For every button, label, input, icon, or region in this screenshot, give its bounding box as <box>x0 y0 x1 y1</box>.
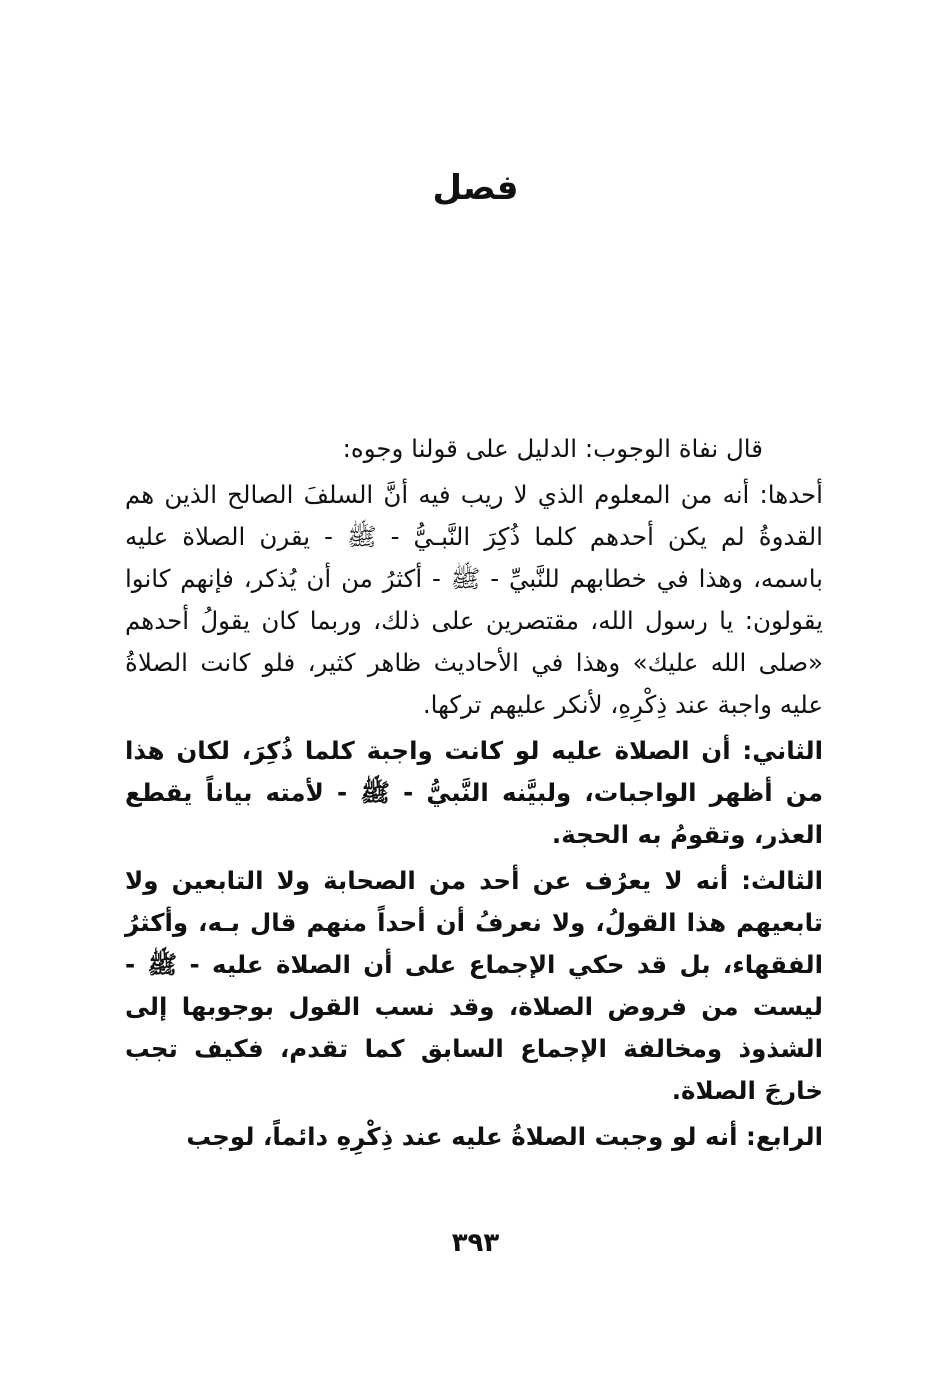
body-text <box>125 428 823 1162</box>
paragraph-first-reason: أحدها: أنه من المعلوم الذي لا ريب فيه أنَّ السلفَ الصالح الذين هم القدوةُ لم يكن أحدهم كلما ذُكِرَ النَّبـيُّ - ﷺ - يقرن الصلاة عليه باسمه، وهذا في خطابهم للنَّبيِّ - ﷺ - أكثرُ من أن يُذكر، فإنهم كانوا يقولون: يا رسول الله، مقتصرين على ذلك، وربما كان يقولُ أحدهم «صلى الله عليك» وهذا في الأحاديث ظاهر كثير، فلو كانت الصلاةُ عليه واجبة عند ذِكْرِهِ، لأنكر عليهم تركها. <box>125 480 823 719</box>
paragraph-second-reason: الثاني: أن الصلاة عليه لو كانت واجبة كلما ذُكِرَ، لكان هذا من أظهر الواجبات، ولبيَّنه النَّبيُّ - ﷺ - لأمته بياناً يقطع العذر، وتقومُ به الحجة. <box>125 736 823 849</box>
chapter-title: فصل <box>432 168 519 208</box>
paragraph-fourth-reason: الرابع: أنه لو وجبت الصلاةُ عليه عند ذِكْرِهِ دائماً، لوجب <box>186 1122 823 1151</box>
paragraph-intro: قال نفاة الوجوب: الدليل على قولنا وجوه: <box>342 434 763 463</box>
page-number: ٣٩٣ <box>451 1228 500 1258</box>
paragraph-third-reason: الثالث: أنه لا يعرُف عن أحد من الصحابة ولا التابعين ولا تابعيهم هذا القولُ، ولا نعرفُ أن أحداً منهم قال بـه، وأكثرُ الفقهاء، بل قد حكي الإجماع على أن الصلاة عليه - ﷺ - ليست من فروض الصلاة، وقد نسب القول بوجوبها إلى الشذوذ ومخالفة الإجماع السابق كما تقدم، فكيف تجب خارجَ الصلاة. <box>125 866 823 1105</box>
